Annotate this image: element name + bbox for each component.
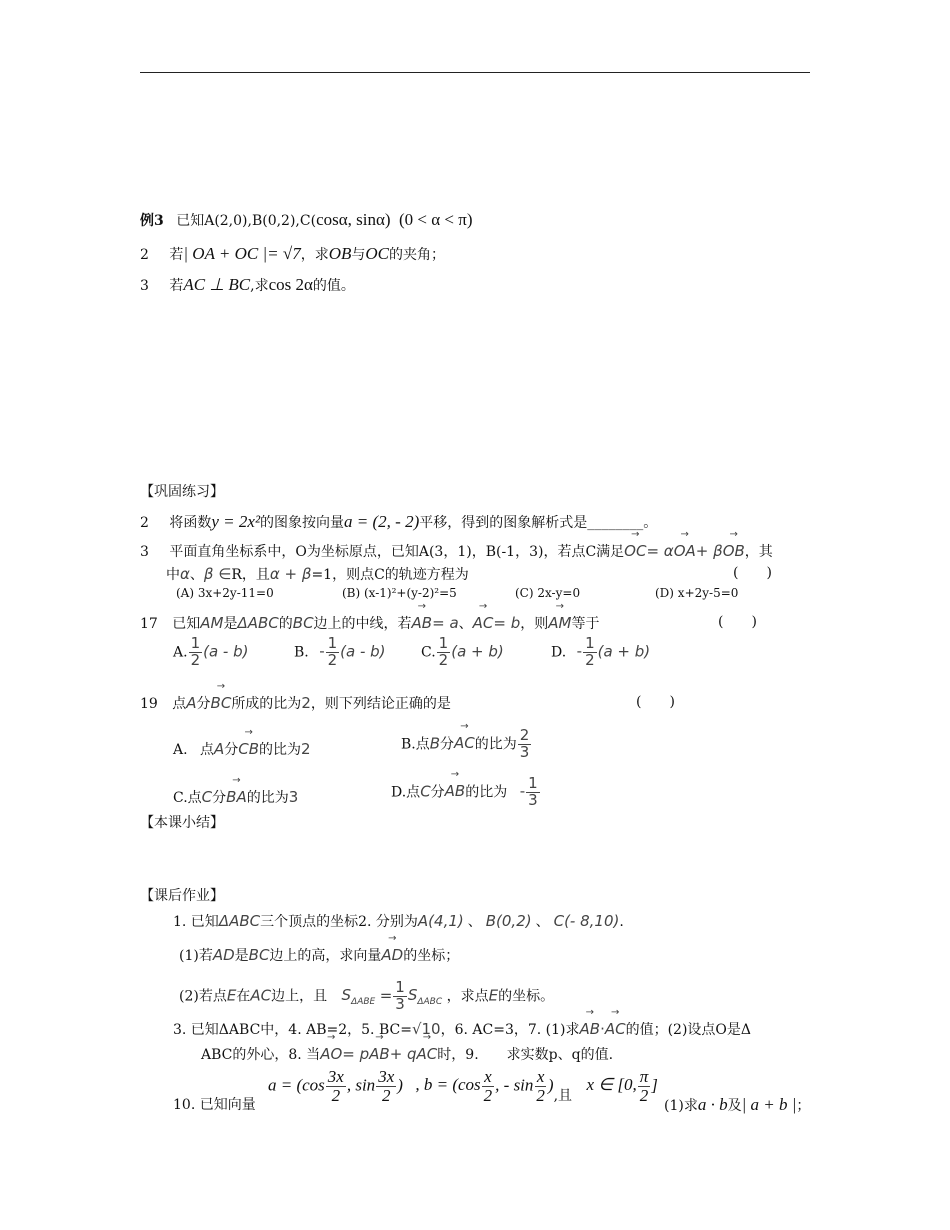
p3-option-d: (D) x+2y-5=0	[655, 586, 739, 600]
frac-numerator: x	[484, 1067, 492, 1086]
p17-text-f: 等于	[571, 616, 600, 632]
q1-yu: 与	[351, 247, 366, 263]
frac-denominator: 2	[483, 1085, 493, 1105]
p19-c-vec: → BA	[226, 788, 247, 806]
p19-two: 2	[301, 694, 311, 712]
p17-number: 17	[140, 616, 158, 632]
frac-denominator: 2	[381, 1085, 391, 1105]
example3-q2	[140, 275, 355, 295]
p19-c-point: C	[201, 788, 213, 806]
frac-numerator: 1	[438, 634, 449, 652]
p3-line2-b: R，且	[231, 567, 270, 583]
frac-numerator: 3x	[378, 1067, 395, 1086]
h10-frac-1	[326, 1068, 346, 1105]
p19-d-vec: → AB	[445, 782, 466, 800]
p19-b-fen: 分	[440, 736, 455, 753]
frac-numerator: 2	[519, 726, 530, 744]
h1-triangle: ΔABC	[218, 912, 261, 930]
h10-frac-3	[482, 1068, 495, 1105]
h10-vec-b: , b = (cos	[415, 1075, 481, 1095]
example3-range: (0 < α < π)	[399, 210, 473, 229]
summary-heading: 【本课小结】	[140, 815, 224, 831]
h1q2-ac: AC	[250, 986, 272, 1005]
q1-ob: OB	[328, 244, 352, 263]
h10-ji: 及	[727, 1098, 742, 1114]
p19-d-ratio: 的比为	[465, 784, 508, 801]
p3-text-a: 平面直角坐标系中，O为坐标原点，已知A(3，1)，B(-1，3)，若点C满足	[169, 544, 625, 560]
p3-sum: α + β	[269, 565, 312, 583]
h1q2-s2-sub: ΔABC	[417, 997, 443, 1008]
h1q1-text-d: 的坐标；	[403, 948, 460, 964]
p19-option-c	[173, 788, 298, 807]
h3-text-a: 3. 已知ΔABC中，4. AB=2，5. BC=	[173, 1022, 412, 1038]
frac-denominator: 2	[438, 650, 449, 669]
p17-eq-b: = b	[493, 614, 521, 632]
p19-a-fen: 分	[224, 742, 239, 758]
p17-option-c-label: C.	[421, 644, 436, 661]
h10-end: ；	[796, 1098, 811, 1114]
p2-text-a: 将函数	[169, 515, 212, 531]
p17-text-a: 已知	[172, 616, 201, 632]
homework-q10-label: 10. 已知向量	[173, 1097, 256, 1113]
h1q1-text-b: 是	[234, 948, 249, 964]
h1-point-c: C(- 8,10)	[553, 912, 620, 930]
practice-q2	[140, 512, 657, 532]
homework-q1-part1	[179, 946, 459, 965]
p17-paren: ( )	[718, 614, 757, 630]
p19-c-fen: 分	[212, 790, 227, 806]
h3-plus-q: + q	[389, 1045, 417, 1063]
p17-am-2: → AM	[548, 614, 571, 632]
h10-frac-4	[534, 1068, 547, 1105]
h1q2-s1-sub: ΔABE	[351, 997, 376, 1008]
p19-c-label: C.点	[173, 790, 202, 806]
p19-number: 19	[140, 696, 158, 712]
h10-close-2: )	[547, 1075, 554, 1095]
frac-denominator: 2	[190, 650, 201, 669]
p19-a-val: 2	[301, 740, 311, 758]
h3-ao: → AO	[320, 1045, 342, 1063]
p17-text-b: 是	[223, 616, 238, 632]
p19-d-label: D.点	[391, 784, 421, 801]
frac-numerator: x	[536, 1067, 545, 1086]
p17-bc: BC	[292, 614, 314, 632]
h1-point-a: A(4,1)	[417, 912, 464, 930]
p3-eq: = α	[646, 542, 674, 560]
h10-minus-sin: , - sin	[495, 1075, 534, 1095]
example3-title: 例3	[140, 213, 164, 229]
frac-denominator: 2	[331, 1085, 341, 1105]
homework-q3-line1	[173, 1020, 751, 1039]
h1q2-text-c: 边上，且	[271, 988, 328, 1005]
p19-d-fen: 分	[430, 784, 445, 801]
h10-frac-pi	[638, 1068, 651, 1105]
p17-ab: → AB	[412, 614, 433, 632]
h1-text-a: 1. 已知	[173, 914, 219, 930]
h1q2-text-d: ，求点	[446, 988, 489, 1005]
p3-ob: → OB	[723, 542, 745, 560]
h1q2-end: 的坐标。	[498, 988, 555, 1005]
p17-triangle: ΔABC	[237, 614, 279, 632]
q1-expression: | OA + OC |= √7	[183, 244, 301, 263]
p3-line2-a: 中	[166, 567, 180, 583]
q1-oc: OC	[365, 244, 390, 263]
p17-option-d-expr: (a + b)	[597, 642, 651, 661]
h1q2-s1-letter: S	[341, 986, 352, 1005]
h1q2-s1	[341, 986, 376, 1008]
p17-option-b-label: B.	[294, 644, 309, 661]
h1q1-ad: AD	[212, 946, 235, 964]
h1q2-text-b: 在	[236, 988, 251, 1005]
homework-q3-line2	[201, 1045, 613, 1064]
p3-oa: → OA	[674, 542, 696, 560]
p3-option-c: (C) 2x-y=0	[515, 586, 581, 600]
p17-eq-a: = a	[432, 614, 459, 632]
p17-option-a-expr: (a - b)	[203, 642, 249, 661]
h3-ac-2: → AC	[417, 1045, 438, 1063]
h10-close-1: )	[397, 1075, 403, 1095]
q1-ruo: 若	[169, 247, 184, 263]
p3-paren: ( )	[733, 565, 772, 581]
example3-q1	[140, 244, 445, 264]
h1q2-eq: =	[379, 986, 393, 1005]
example3-intro: 已知A(2,0),B(0,2),C(	[176, 213, 317, 229]
p19-b-frac	[518, 728, 532, 761]
frac-numerator: π	[639, 1067, 649, 1086]
p17-option-b-expr: (a - b)	[340, 642, 386, 661]
p2-text-b: 的图象按向量	[260, 515, 345, 531]
q1-text: ，求	[300, 247, 329, 263]
p3-beta: β ∈	[203, 565, 232, 583]
q1-number: 2	[140, 247, 149, 263]
p17-text-c: 的	[278, 616, 293, 632]
h10-sin: , sin	[346, 1075, 376, 1095]
q2-ruo: 若	[169, 278, 184, 294]
h10-vec-a: a = (cos	[268, 1075, 325, 1095]
p17-option-c	[421, 636, 504, 669]
p17-text-d: 边上的中线，若	[313, 616, 412, 632]
p17-option-c-expr: (a + b)	[451, 642, 504, 661]
homework-heading: 【课后作业】	[140, 888, 224, 904]
p2-vector: a = (2, - 2)	[344, 512, 420, 531]
h10-range-b: ]	[651, 1075, 658, 1095]
practice-q3-line2	[166, 565, 469, 584]
p19-bc: → BC	[211, 694, 232, 712]
h3-line2-b: 时，9. 求实数p、q的值.	[437, 1047, 614, 1063]
p19-b-ratio: 的比为	[474, 736, 517, 753]
h3-line2-a: ABC的外心，8. 当	[201, 1047, 321, 1063]
p3-plus: + β	[695, 542, 723, 560]
h1-text-b: 三个顶点的坐标2. 分别为	[260, 914, 418, 930]
p19-paren: ( )	[636, 694, 675, 710]
h3-ac: → AC	[605, 1020, 626, 1038]
h10-ask: (1)求	[664, 1098, 698, 1114]
h3-ab-2: → AB	[369, 1045, 390, 1063]
p19-text-a: 点	[172, 696, 187, 712]
p17-option-b-sign: -	[319, 642, 325, 661]
frac-numerator: 1	[585, 634, 595, 652]
frac-numerator: 3x	[327, 1067, 344, 1086]
p17-ac: → AC	[473, 614, 494, 632]
p19-text-d: ，则下列结论正确的是	[310, 696, 451, 712]
homework-q10-vectors	[268, 1068, 658, 1105]
p19-a-ratio: 的比为	[259, 742, 302, 758]
h1q2-text-a: (2)若点	[179, 988, 227, 1005]
h1q1-text-c: 边上的高，求向量	[269, 948, 382, 964]
h3-eq-p: = p	[342, 1045, 370, 1063]
q2-expression: AC ⊥ BC	[183, 275, 251, 294]
p2-end: 。	[643, 515, 658, 531]
p3-line2-c: =1，则点C的轨迹方程为	[311, 567, 469, 583]
p2-blank: ________	[587, 515, 644, 531]
p19-option-a	[173, 740, 311, 759]
p17-am: AM	[200, 614, 224, 632]
h1q2-e: E	[226, 986, 237, 1005]
p17-option-c-frac	[437, 636, 451, 669]
p17-option-b	[294, 636, 386, 669]
homework-q1-part2	[179, 980, 554, 1013]
p17-option-a-label: A.	[173, 644, 188, 661]
p19-text-c: 所成的比为	[231, 696, 302, 712]
p2-function: y = 2x²	[211, 512, 261, 531]
frac-denominator: 3	[395, 994, 405, 1013]
h3-ab: → AB	[580, 1020, 601, 1038]
p17-option-d-frac	[583, 636, 597, 669]
p19-option-d	[391, 776, 541, 809]
p19-d-frac	[526, 776, 540, 809]
h1q2-s2	[407, 986, 443, 1008]
h10-a-dot-b: a · b	[697, 1095, 728, 1114]
p3-option-b: (B) (x-1)²+(y-2)²=5	[342, 586, 457, 600]
h1q2-frac	[393, 980, 407, 1013]
p19-b-label: B.点	[401, 736, 430, 753]
h10-frac-2	[376, 1068, 396, 1105]
frac-denominator: 3	[519, 742, 530, 761]
frac-denominator: 2	[327, 650, 338, 669]
p17-option-a	[173, 636, 248, 669]
p19-text-b: 分	[196, 696, 211, 712]
h10-norm: | a + b |	[741, 1095, 797, 1114]
p17-option-d	[551, 636, 650, 669]
p3-sep: 、	[189, 567, 204, 583]
frac-denominator: 3	[528, 790, 538, 809]
h1q1-text-a: (1)若	[179, 948, 213, 964]
p2-number: 2	[140, 515, 149, 531]
q2-number: 3	[140, 278, 149, 294]
h1q1-vec: → AD	[381, 946, 403, 964]
p19-a-vec: → CB	[238, 740, 259, 758]
h1-sep-2: 、	[535, 914, 550, 930]
practice-q3-line1	[140, 542, 773, 561]
p17-option-d-sign: -	[576, 642, 583, 661]
frac-numerator: 1	[327, 634, 338, 652]
p17-option-b-frac	[326, 636, 340, 669]
p17-text-e: ，则	[520, 616, 549, 632]
practice-q19	[140, 694, 451, 713]
q2-text: ,求	[250, 278, 269, 294]
p19-option-b	[401, 728, 532, 761]
p17-option-d-label: D.	[551, 644, 567, 661]
p3-option-a: (A) 3x+2y-11=0	[176, 586, 274, 600]
header-rule	[140, 72, 810, 73]
homework-q1	[173, 912, 624, 931]
p19-c-val: 3	[288, 788, 299, 806]
q2-cos: cos 2α	[268, 275, 313, 294]
h3-dot: ·	[600, 1020, 605, 1038]
frac-numerator: 1	[528, 774, 538, 792]
frac-numerator: 1	[190, 634, 201, 652]
p17-sep: 、	[458, 616, 473, 632]
practice-q17	[140, 614, 599, 633]
h1-point-b: B(0,2)	[485, 912, 532, 930]
p2-text-c: 平移，得到的图象解析式是	[419, 515, 588, 531]
p3-end: ，其	[744, 544, 773, 560]
p19-a-text: 点	[200, 742, 215, 758]
p19-point: A	[186, 694, 197, 712]
h10-range-a: x ∈ [0,	[586, 1075, 637, 1095]
frac-denominator: 2	[639, 1085, 649, 1105]
frac-denominator: 2	[585, 650, 595, 669]
p3-oc: → OC	[624, 542, 646, 560]
q1-end: 的夹角；	[389, 247, 446, 263]
frac-numerator: 1	[395, 978, 405, 996]
p19-b-point: B	[429, 734, 441, 753]
p19-d-sign: -	[519, 782, 526, 801]
h3-sqrt: √10	[411, 1020, 441, 1038]
p3-number: 3	[140, 544, 149, 560]
h1q2-s2-letter: S	[407, 986, 418, 1005]
p17-option-a-frac	[189, 636, 203, 669]
p3-alpha: α	[180, 565, 190, 583]
frac-denominator: 2	[536, 1085, 545, 1105]
h1q1-bc: BC	[248, 946, 270, 964]
h1-end: .	[619, 914, 624, 930]
h10-qie: ,且	[553, 1088, 573, 1105]
p19-a-point: A	[214, 740, 225, 758]
h1-sep-1: 、	[467, 914, 482, 930]
h3-text-c: 的值；(2)设点O是Δ	[625, 1022, 752, 1038]
example3-cos-sin: cosα, sinα)	[316, 210, 391, 229]
homework-q10-ask	[664, 1095, 810, 1115]
h1q2-e-2: E	[488, 986, 499, 1005]
q2-end: 的值。	[312, 278, 355, 294]
p19-c-ratio: 的比为	[246, 790, 289, 806]
example3-line	[140, 210, 473, 230]
h3-text-b: ，6. AC=3，7. (1)求	[440, 1022, 580, 1038]
p19-d-point: C	[420, 782, 431, 801]
p19-a-label: A.	[173, 742, 188, 758]
practice-heading: 【巩固练习】	[140, 484, 224, 500]
p19-b-vec: → AC	[454, 734, 475, 752]
